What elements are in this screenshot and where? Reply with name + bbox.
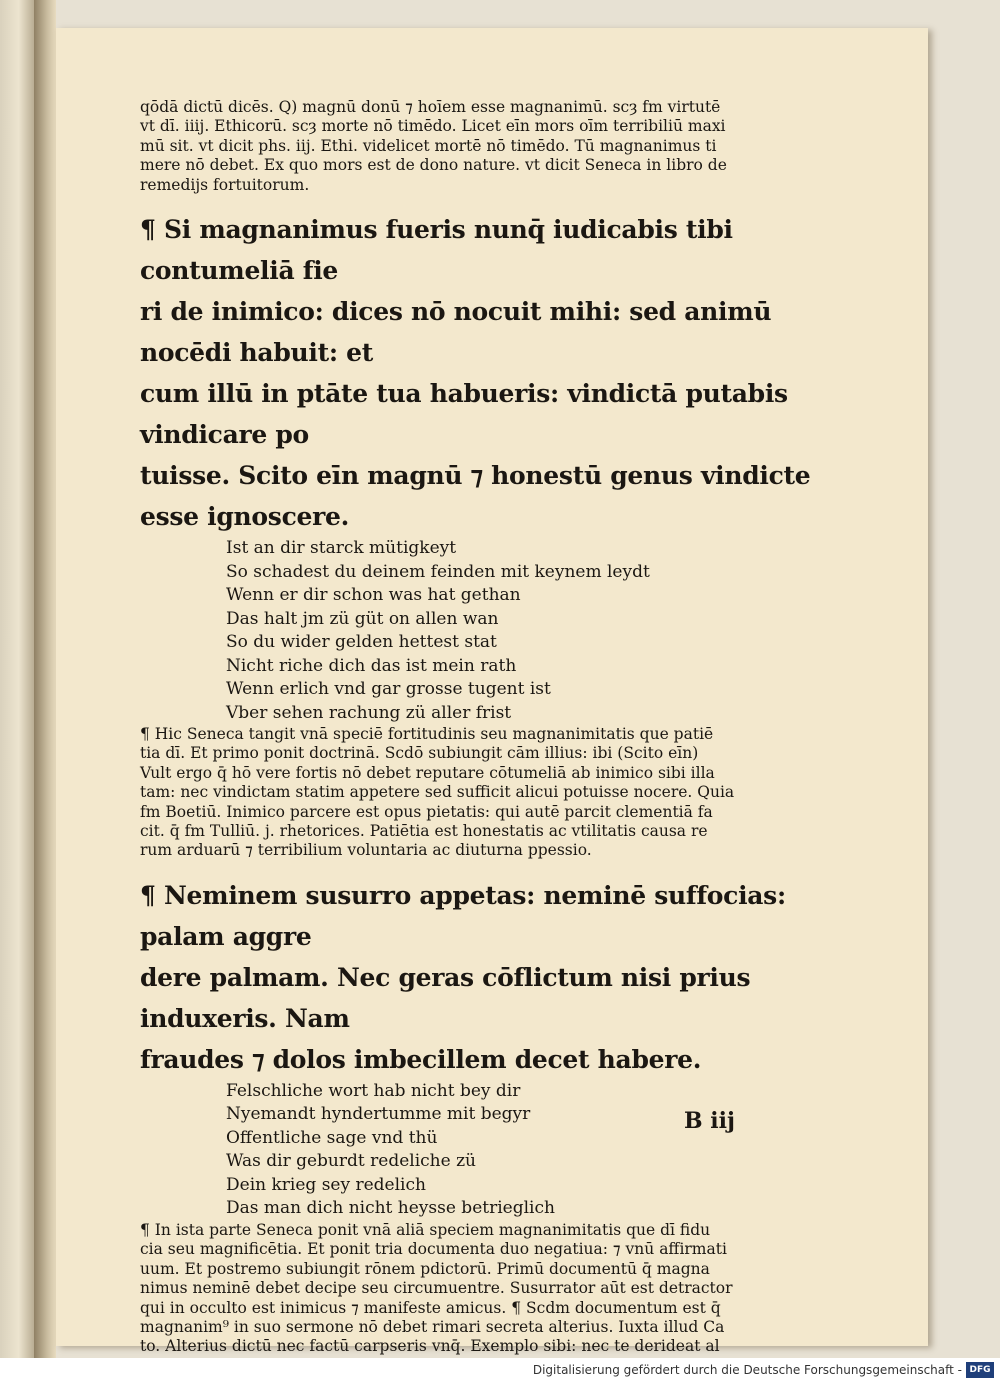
verse-block: Felschliche wort hab nicht bey dir Nyemandt hyndertumme mit begyr Offentliche sage vnd thü Was dir geburdt redeliche zü Dein krieg sey redelich Das man dich nicht heysse betrieglich	[226, 1080, 555, 1219]
dfg-logo-icon: DFG	[966, 1362, 994, 1378]
footer-credit: Digitalisierung gefördert durch die Deutsche Forschungsgemeinschaft -	[532, 1363, 962, 1377]
verse-block: Ist an dir starck mütigkeyt So schadest du deinem feinden mit keynem leydt Wenn er dir schon was hat gethan Das halt jm zü güt on allen wan So du wider gelden hettest stat Nicht riche dich das ist mein rath Wenn erlich vnd gar grosse tugent ist Vber sehen rachung zü aller frist	[226, 538, 650, 723]
footer-bar	[0, 1358, 1000, 1382]
commentary-paragraph: ¶ In ista parte Seneca ponit vnā aliā speciem magnanimitatis que dī fidu cia seu magnificētia. Et ponit tria documenta duo negatiua: ⁊ vnū affirmati uum. Et postremo subiungit rōnem pdictorū. Primū documentū q̄ magna nimus neminē debet decipe seu circumuentre. Susurrator aūt est detractor qui in occulto est inimicus ⁊ manifeste amicus. ¶ Scdm documentum est q̄ magnanim⁹ in suo sermone nō debet rimari secreta alterius. Iuxta illud Ca to. Alterius dictū nec factū carpseris vnq̄. Exemplo sibi: nec te derideat al	[140, 1220, 733, 1356]
facing-page-edge	[0, 0, 34, 1358]
commentary-paragraph: qōdā dictū dicēs. Q) magnū donū ⁊ hoīem esse magnanimū. scȝ fm virtutē vt dī. iiij. Ethicorū. scȝ morte nō timēdo. Licet eīn mors oīm terribiliū maxi mū sit. vt dicit phs. iij. Ethi. videlicet mortē nō timēdo. Tū magnanimus ti mere nō debet. Ex quo mors est de dono nature. vt dicit Seneca in libro de remedijs fortuitorum.	[140, 98, 727, 194]
page-text-block	[140, 98, 840, 1357]
book-gutter	[34, 0, 56, 1358]
commentary-paragraph: ¶ Hic Seneca tangit vnā speciē fortitudinis seu magnanimitatis que patiē tia dī. Et primo ponit doctrinā. Scdō subiungit cām illius: ibi (Scito eīn) Vult ergo q̄ hō vere fortis nō debet reputare cōtumeliā ab inimico sibi illa tam: nec vindictam statim appetere sed sufficit alicui potuisse nocere. Quia fm Boetiū. Inimico parcere est opus pietatis: qui autē parcit clementiā fa cit. q̄ fm Tulliū. j. rhetorices. Patiētia est honestatis ac vtilitatis causa re rum arduarū ⁊ terribilium voluntaria ac diuturna ppessio.	[140, 725, 735, 860]
main-text-paragraph: ¶ Si magnanimus fueris nunq̄ iudicabis tibi contumeliā fie ri de inimico: dices nō nocuit mihi: sed animū nocēdi habuit: et cum illū in ptāte tua habueris: vindictā putabis vindicare po tuisse. Scito eīn magnū ⁊ honestū genus vindicte esse ignoscere.	[140, 215, 811, 532]
signature-mark: B iij	[684, 1108, 735, 1134]
main-text-paragraph: ¶ Neminem susurro appetas: neminē suffocias: palam aggre dere palmam. Nec geras cōflictum nisi prius induxeris. Nam fraudes ⁊ dolos imbecillem decet habere.	[140, 880, 786, 1074]
book-page	[56, 28, 928, 1356]
